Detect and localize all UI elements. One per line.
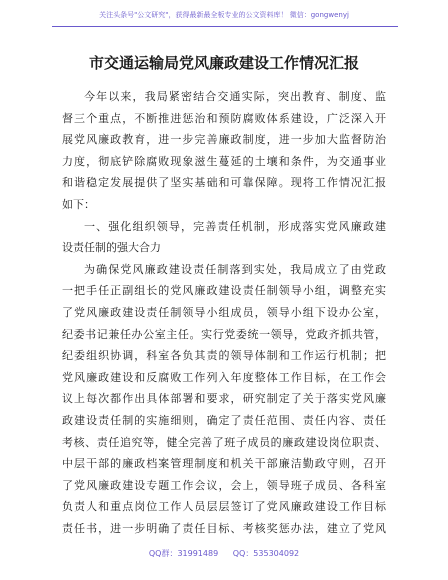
paragraph-line: 纪委组织协调，科室各负其责的领导体制和工作运行机制；把: [62, 349, 386, 363]
paragraph-line: 了党风廉政建设专题工作会议，会上，领导班子成员、各科室: [62, 478, 386, 492]
paragraph-line: 一把手任正副组长的党风廉政建设责任制领导小组，调整充实: [62, 284, 386, 298]
footer-contact: [0, 548, 448, 559]
paragraph-line: 和谐稳定发展提供了坚实基础和可靠保障。现将工作情况汇报: [62, 176, 386, 190]
paragraph-line: 展党风廉政教育，进一步完善廉政制度，进一步加大监督防治: [62, 133, 386, 147]
paragraph-line: 政建设责任制的实施细则，确定了责任范围、责任内容、责任: [62, 413, 386, 427]
paragraph-line: 纪委书记兼任办公室主任。实行党委统一领导，党政齐抓共管，: [62, 327, 386, 341]
paragraph-line: 党风廉政建设和反腐败工作列入年度整体工作目标，在工作会: [62, 370, 386, 384]
paragraph-line: 如下：: [62, 197, 95, 211]
paragraph-line: 为确保党风廉政建设责任制落到实处，我局成立了由党政: [84, 262, 386, 276]
paragraph-line: 督三个重点，不断推进惩治和预防腐败体系建设，广泛深入开: [62, 111, 386, 125]
paragraph-line: 了党风廉政建设责任制领导小组成员，领导小组下设办公室，: [62, 305, 386, 319]
footer-qq: QQ：535304092: [232, 549, 300, 558]
paragraph-line: 考核、责任追究等，健全完善了班子成员的廉政建设岗位职责、: [62, 435, 386, 449]
document-title: 市交通运输局党风廉政建设工作情况汇报: [88, 54, 359, 72]
paragraph-line: 力度，彻底铲除腐败现象滋生蔓延的土壤和条件，为交通事业: [62, 154, 386, 168]
paragraph-line: 今年以来，我局紧密结合交通实际，突出教育、制度、监: [84, 90, 386, 103]
paragraph-line: 议上每次都作出具体部署和要求，研究制定了关于落实党风廉: [62, 392, 386, 406]
document-body: [62, 86, 386, 539]
paragraph-line: 中层干部的廉政档案管理制度和机关干部廉洁勤政守则，召开: [62, 457, 386, 471]
header-note: 关注头条号"公文研究"，获得最新最全板专业的公文资料库！ 微信：gongwenyj: [99, 11, 349, 19]
header-divider: [52, 26, 398, 27]
footer-qq-group: QQ群：31991489: [148, 549, 219, 558]
section-heading-line: 设责任制的强大合力: [62, 241, 161, 255]
paragraph-line: 负责人和重点岗位工作人员层层签订了党风廉政建设工作目标: [62, 500, 386, 514]
section-heading-line: 一、强化组织领导，完善责任机制，形成落实党风廉政建: [84, 219, 386, 233]
paragraph-line: 责任书，进一步明确了责任目标、考核奖惩办法，建立了党风: [62, 521, 386, 535]
